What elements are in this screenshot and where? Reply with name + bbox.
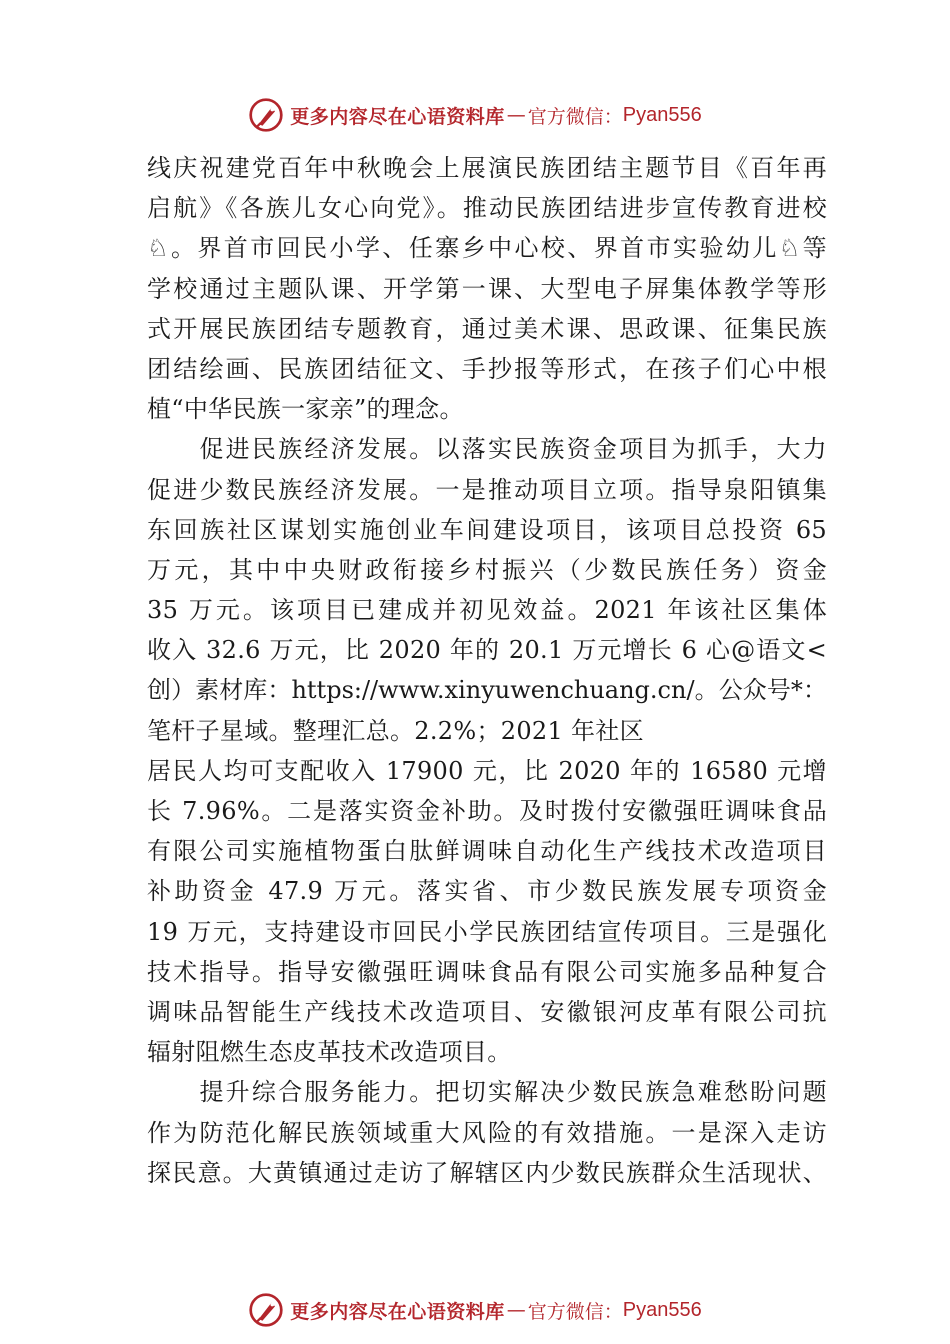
paragraph-start: 促进民族经济发展。以落实民族资金项目为抓手，大力 — [147, 435, 827, 464]
footer-brand: 更多内容尽在心语资料库 — [290, 1300, 505, 1323]
text-line: 35 万元。该项目已建成并初见效益。2021 年该社区集体 — [147, 596, 827, 625]
document-body — [147, 148, 827, 1193]
text-line: 启航》《各族儿女心向党》。推动民族团结进步宣传教育进校 — [147, 194, 827, 223]
text-line: 作为防范化解民族领域重大风险的有效措施。一是深入走访 — [147, 1118, 827, 1147]
pen-nib-logo-icon — [248, 1292, 284, 1328]
text-line: 植“中华民族一家亲”的理念。 — [147, 395, 464, 424]
header-brand: 更多内容尽在心语资料库 — [290, 105, 505, 128]
text-line: 万元，其中中央财政衔接乡村振兴（少数民族任务）资金 — [147, 555, 827, 584]
text-line: 补助资金 47.9 万元。落实省、市少数民族发展专项资金 — [147, 877, 827, 906]
text-line: 调味品智能生产线技术改造项目、安徽银河皮革有限公司抗 — [147, 997, 827, 1026]
text-line: 促进少数民族经济发展。一是推动项目立项。指导泉阳镇集 — [147, 475, 827, 504]
text-line: 居民人均可支配收入 17900 元，比 2020 年的 16580 元增 — [147, 756, 827, 785]
text-line: 探民意。大黄镇通过走访了解辖区内少数民族群众生活现状、 — [147, 1158, 827, 1187]
text-line: 创）素材库：https://www.xinyuwenchuang.cn/。公众号*： — [147, 676, 827, 705]
footer-separator: — — [506, 1299, 526, 1321]
footer-banner — [0, 1290, 950, 1330]
pen-nib-logo-icon — [248, 97, 284, 133]
text-line: 东回族社区谋划实施创业车间建设项目，该项目总投资 65 — [147, 515, 827, 544]
footer-official: 官方微信： — [527, 1300, 623, 1323]
footer-wechat-id: Pyan556 — [622, 1298, 702, 1321]
header-separator: — — [506, 104, 526, 126]
text-line: 线庆祝建党百年中秋晚会上展演民族团结主题节目《百年再 — [147, 154, 827, 182]
text-line: 式开展民族团结专题教育，通过美术课、思政课、征集民族 — [147, 314, 827, 343]
header-wechat-id: Pyan556 — [622, 103, 702, 126]
header-banner — [0, 95, 950, 135]
text-line: 学校通过主题队课、开学第一课、大型电子屏集体教学等形 — [147, 274, 827, 303]
text-line: ♘。界首市回民小学、任寨乡中心校、界首市实验幼儿♘等 — [147, 234, 827, 263]
text-line: 收入 32.6 万元，比 2020 年的 20.1 万元增长 6 心@语文< — [147, 636, 827, 665]
text-line: 有限公司实施植物蛋白肽鲜调味自动化生产线技术改造项目 — [147, 837, 827, 866]
text-line: 长 7.96%。二是落实资金补助。及时拨付安徽强旺调味食品 — [147, 797, 827, 825]
text-line: 团结绘画、民族团结征文、手抄报等形式，在孩子们心中根 — [147, 354, 827, 383]
text-line: 笔杆子星域。整理汇总。2.2%；2021 年社区 — [147, 716, 644, 745]
text-line: 技术指导。指导安徽强旺调味食品有限公司实施多品种复合 — [147, 957, 827, 986]
paragraph-start: 提升综合服务能力。把切实解决少数民族急难愁盼问题 — [147, 1078, 827, 1107]
text-line: 辐射阻燃生态皮革技术改造项目。 — [147, 1038, 512, 1067]
text-line: 19 万元，支持建设市回民小学民族团结宣传项目。三是强化 — [147, 917, 827, 946]
header-official: 官方微信： — [527, 105, 623, 128]
